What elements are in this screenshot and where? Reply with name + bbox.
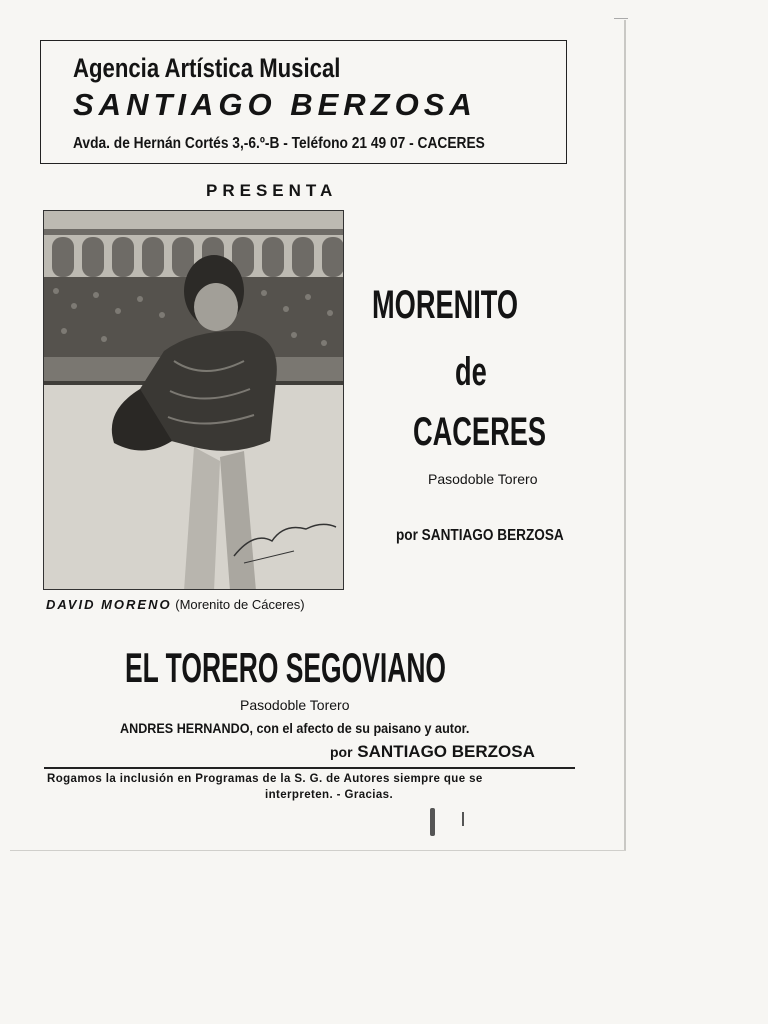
piece2-genre: Pasodoble Torero: [240, 697, 350, 713]
sgae-note-line2: interpreten. - Gracias.: [265, 789, 394, 801]
ink-fleck: [462, 812, 464, 826]
bullfighter-photo: [43, 210, 344, 590]
note-divider: [44, 767, 575, 769]
ink-fleck: [430, 808, 435, 836]
sgae-note-line1: Rogamos la inclusión en Programas de la S. G. de Autores siempre que se: [47, 773, 483, 785]
page-edge-shadow: [624, 20, 626, 850]
presenta-heading: PRESENTA: [206, 181, 338, 200]
piece1-genre: Pasodoble Torero: [428, 471, 538, 487]
bullring-photo-illustration: [44, 211, 344, 590]
piece2-dedication: ANDRES HERNANDO, con el afecto de su paisano y autor.: [120, 720, 470, 736]
caption-alias: (Morenito de Cáceres): [175, 597, 305, 612]
piece2-byline-prefix: por: [330, 744, 353, 760]
piece1-byline: por SANTIAGO BERZOSA: [396, 527, 564, 544]
piece1-title-line2: de: [455, 350, 487, 394]
piece2-byline: [330, 742, 535, 762]
agency-subtitle: Agencia Artística Musical: [73, 53, 341, 83]
piece2-title: EL TORERO SEGOVIANO: [125, 644, 447, 691]
agency-header-box: [40, 40, 567, 164]
piece1-title-line1: MORENITO: [372, 283, 519, 327]
agency-name: SANTIAGO BERZOSA: [73, 87, 477, 122]
caption-name: DAVID MORENO: [46, 597, 172, 612]
photo-caption: [46, 597, 305, 612]
page-bottom-edge: [10, 850, 626, 851]
piece1-title-line3: CACERES: [413, 410, 547, 454]
agency-address: Avda. de Hernán Cortés 3,-6.º-B - Teléfono 21 49 07 - CACERES: [73, 135, 485, 152]
ink-fleck: [614, 18, 628, 19]
piece2-byline-name: SANTIAGO BERZOSA: [357, 742, 535, 761]
